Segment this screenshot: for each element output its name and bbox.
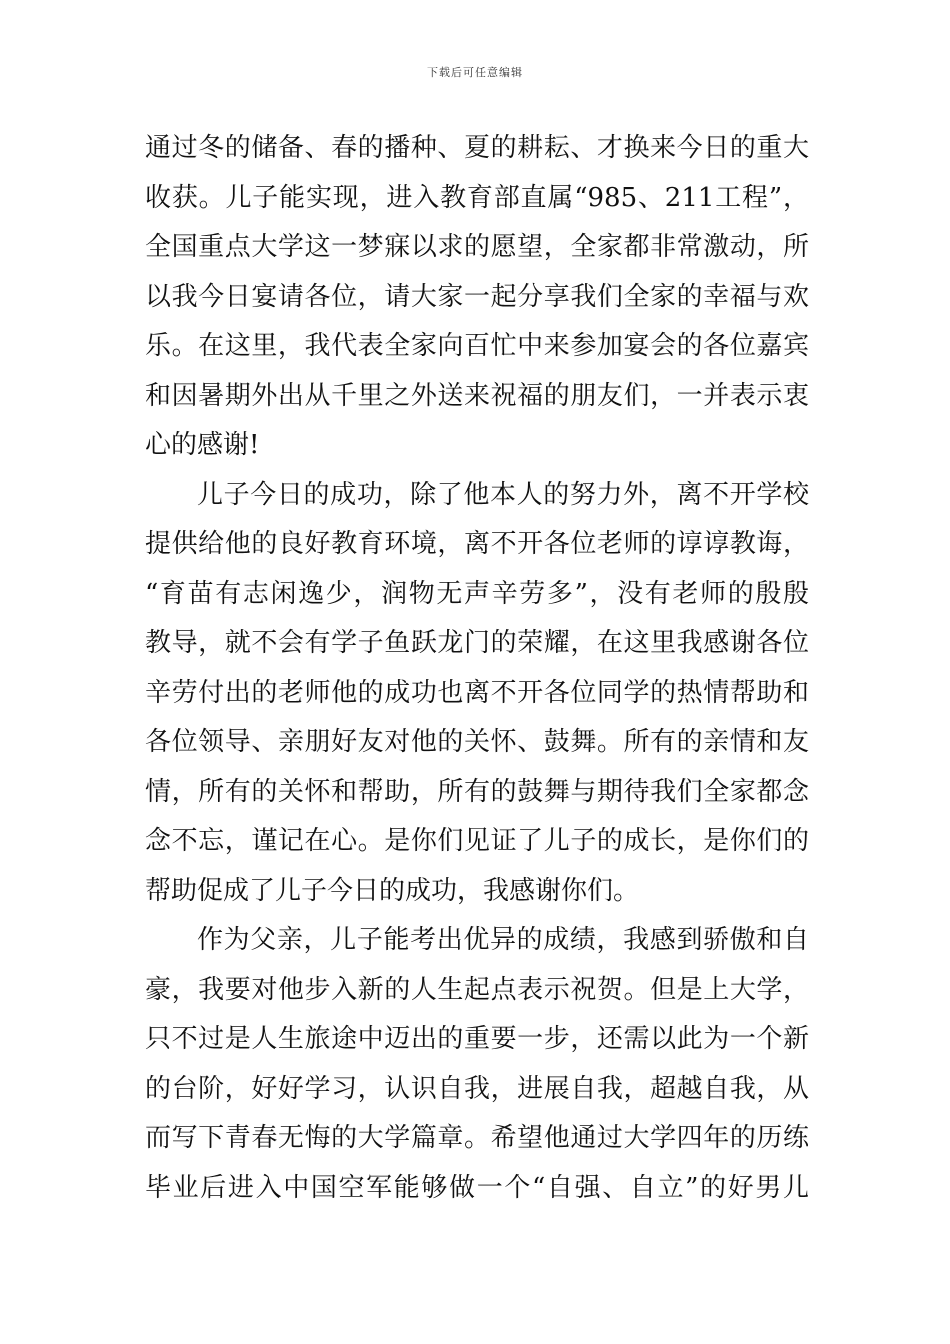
paragraph-3-line-5: 而写下青春无悔的大学篇章。希望他通过大学四年的历练 bbox=[145, 1123, 809, 1153]
paragraph-3-line-2: 豪，我要对他步入新的人生起点表示祝贺。但是上大学， bbox=[145, 974, 809, 1005]
paragraph-1-line-3: 全国重点大学这一梦寐以求的愿望，全家都非常激动，所 bbox=[145, 232, 809, 262]
paragraph-1-line-5: 乐。在这里，我代表全家向百忙中来参加宴会的各位嘉宾 bbox=[145, 331, 809, 361]
paragraph-3-line-3: 只不过是人生旅途中迈出的重要一步，还需以此为一个新 bbox=[145, 1024, 809, 1054]
paragraph-3-line-4: 的台阶，好好学习，认识自我，进展自我，超越自我，从 bbox=[145, 1073, 809, 1104]
paragraph-2-line-8: 念不忘，谨记在心。是你们见证了儿子的成长，是你们的 bbox=[145, 826, 809, 856]
paragraph-2-line-7: 情，所有的关怀和帮助，所有的鼓舞与期待我们全家都念 bbox=[145, 776, 809, 807]
paragraph-2-line-4: 教导，就不会有学子鱼跃龙门的荣耀，在这里我感谢各位 bbox=[145, 628, 809, 658]
paragraph-2-line-1: 儿子今日的成功，除了他本人的努力外，离不开学校 bbox=[197, 479, 809, 510]
paragraph-2-line-2: 提供给他的良好教育环境，离不开各位老师的谆谆教诲， bbox=[145, 529, 809, 559]
paragraph-1-line-6: 和因暑期外出从千里之外送来祝福的朋友们，一并表示衷 bbox=[145, 380, 809, 411]
paragraph-2-line-3: “育苗有志闲逸少，润物无声辛劳多”，没有老师的殷殷 bbox=[145, 578, 809, 609]
paragraph-1-line-1: 通过冬的储备、春的播种、夏的耕耘、才换来今日的重大 bbox=[145, 133, 809, 163]
header-note: 下载后可任意编辑 bbox=[427, 66, 523, 79]
paragraph-2-line-6: 各位领导、亲朋好友对他的关怀、鼓舞。所有的亲情和友 bbox=[145, 727, 809, 757]
paragraph-3-line-1: 作为父亲，儿子能考出优异的成绩，我感到骄傲和自 bbox=[197, 925, 809, 955]
paragraph-3-line-6: 毕业后进入中国空军能够做一个“自强、自立”的好男儿 bbox=[145, 1172, 809, 1203]
paragraph-1-line-2: 收获。儿子能实现，进入教育部直属“985、211工程”， bbox=[145, 182, 809, 213]
paragraph-2-line-9: 帮助促成了儿子今日的成功，我感谢你们。 bbox=[145, 875, 640, 906]
paragraph-1-line-7: 心的感谢! bbox=[145, 430, 260, 460]
paragraph-1-line-4: 以我今日宴请各位，请大家一起分享我们全家的幸福与欢 bbox=[145, 281, 809, 312]
body-text bbox=[145, 124, 809, 1213]
paragraph-2-line-5: 辛劳付出的老师他的成功也离不开各位同学的热情帮助和 bbox=[145, 677, 809, 708]
